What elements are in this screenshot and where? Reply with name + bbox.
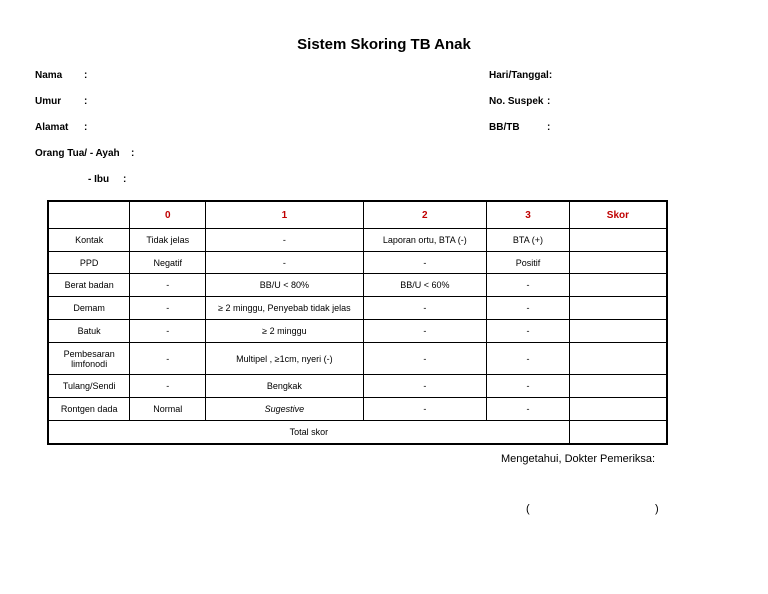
header-skor: Skor xyxy=(569,201,667,229)
cell-score-3: BTA (+) xyxy=(487,229,570,252)
cell-score-0: - xyxy=(130,297,206,320)
cell-score-0: Normal xyxy=(130,398,206,421)
table-row xyxy=(48,274,667,297)
row-param: Rontgen dada xyxy=(48,398,130,421)
cell-skor-input[interactable] xyxy=(569,297,667,320)
cell-score-2: - xyxy=(363,343,487,375)
header-param xyxy=(48,201,130,229)
table-header-row xyxy=(48,201,667,229)
cell-skor-input[interactable] xyxy=(569,375,667,398)
cell-score-3: Positif xyxy=(487,252,570,274)
field-ibu-colon: : xyxy=(123,174,127,185)
cell-score-3: - xyxy=(487,320,570,343)
cell-score-1: ≥ 2 minggu xyxy=(206,320,363,343)
mengetahui-text: Mengetahui, Dokter Pemeriksa: xyxy=(501,453,656,465)
cell-skor-input[interactable] xyxy=(569,398,667,421)
cell-skor-input[interactable] xyxy=(569,320,667,343)
cell-score-1: Sugestive xyxy=(206,398,363,421)
cell-score-2: - xyxy=(363,398,487,421)
scoring-table xyxy=(47,200,668,445)
cell-score-3: - xyxy=(487,343,570,375)
header-score-0: 0 xyxy=(130,201,206,229)
field-umur-label: Umur xyxy=(35,96,62,107)
cell-score-1: Bengkak xyxy=(206,375,363,398)
cell-skor-input[interactable] xyxy=(569,229,667,252)
row-param: Pembesaran limfonodi xyxy=(48,343,130,375)
signature-paren-open: ( xyxy=(526,503,530,515)
row-param: Tulang/Sendi xyxy=(48,375,130,398)
cell-score-0: - xyxy=(130,343,206,375)
field-ayah-colon: : xyxy=(131,148,135,159)
field-nama-colon: : xyxy=(84,70,88,81)
row-param: Kontak xyxy=(48,229,130,252)
row-param: Batuk xyxy=(48,320,130,343)
cell-score-2: Laporan ortu, BTA (-) xyxy=(363,229,487,252)
document-title: Sistem Skoring TB Anak xyxy=(297,36,471,53)
cell-skor-input[interactable] xyxy=(569,274,667,297)
cell-skor-input[interactable] xyxy=(569,252,667,274)
cell-score-1: ≥ 2 minggu, Penyebab tidak jelas xyxy=(206,297,363,320)
table-row xyxy=(48,398,667,421)
cell-score-1: Multipel , ≥1cm, nyeri (-) xyxy=(206,343,363,375)
row-param: Berat badan xyxy=(48,274,130,297)
row-param: Demam xyxy=(48,297,130,320)
table-row xyxy=(48,320,667,343)
field-alamat-colon: : xyxy=(84,122,88,133)
field-no-suspek-label: No. Suspek xyxy=(489,96,544,107)
total-skor-value[interactable] xyxy=(569,421,667,445)
table-row xyxy=(48,297,667,320)
header-score-2: 2 xyxy=(363,201,487,229)
cell-score-2: - xyxy=(363,252,487,274)
table-row xyxy=(48,343,667,375)
field-bbtb-colon: : xyxy=(547,122,551,133)
table-row xyxy=(48,375,667,398)
header-score-1: 1 xyxy=(206,201,363,229)
table-row xyxy=(48,229,667,252)
cell-score-0: - xyxy=(130,274,206,297)
row-param: PPD xyxy=(48,252,130,274)
cell-score-2: - xyxy=(363,375,487,398)
field-hari-tanggal-label: Hari/Tanggal: xyxy=(489,70,553,81)
cell-score-3: - xyxy=(487,375,570,398)
cell-score-3: - xyxy=(487,297,570,320)
field-bbtb-label: BB/TB xyxy=(489,122,520,133)
table-row xyxy=(48,252,667,274)
total-skor-label: Total skor xyxy=(48,421,569,445)
cell-score-0: - xyxy=(130,320,206,343)
field-ayah-label: Orang Tua/ - Ayah xyxy=(35,148,120,159)
cell-score-2: BB/U < 60% xyxy=(363,274,487,297)
header-score-3: 3 xyxy=(487,201,570,229)
field-no-suspek-colon: : xyxy=(547,96,551,107)
cell-score-1: - xyxy=(206,229,363,252)
cell-score-0: - xyxy=(130,375,206,398)
cell-score-0: Negatif xyxy=(130,252,206,274)
cell-score-1: - xyxy=(206,252,363,274)
field-alamat-label: Alamat xyxy=(35,122,69,133)
cell-score-2: - xyxy=(363,297,487,320)
field-ibu-label: - Ibu xyxy=(88,174,110,185)
cell-skor-input[interactable] xyxy=(569,343,667,375)
cell-score-3: - xyxy=(487,274,570,297)
field-umur-colon: : xyxy=(84,96,88,107)
cell-score-1: BB/U < 80% xyxy=(206,274,363,297)
table-total-row xyxy=(48,421,667,445)
signature-paren-close: ) xyxy=(655,503,659,515)
field-nama-label: Nama xyxy=(35,70,63,81)
cell-score-2: - xyxy=(363,320,487,343)
cell-score-3: - xyxy=(487,398,570,421)
cell-score-0: Tidak jelas xyxy=(130,229,206,252)
